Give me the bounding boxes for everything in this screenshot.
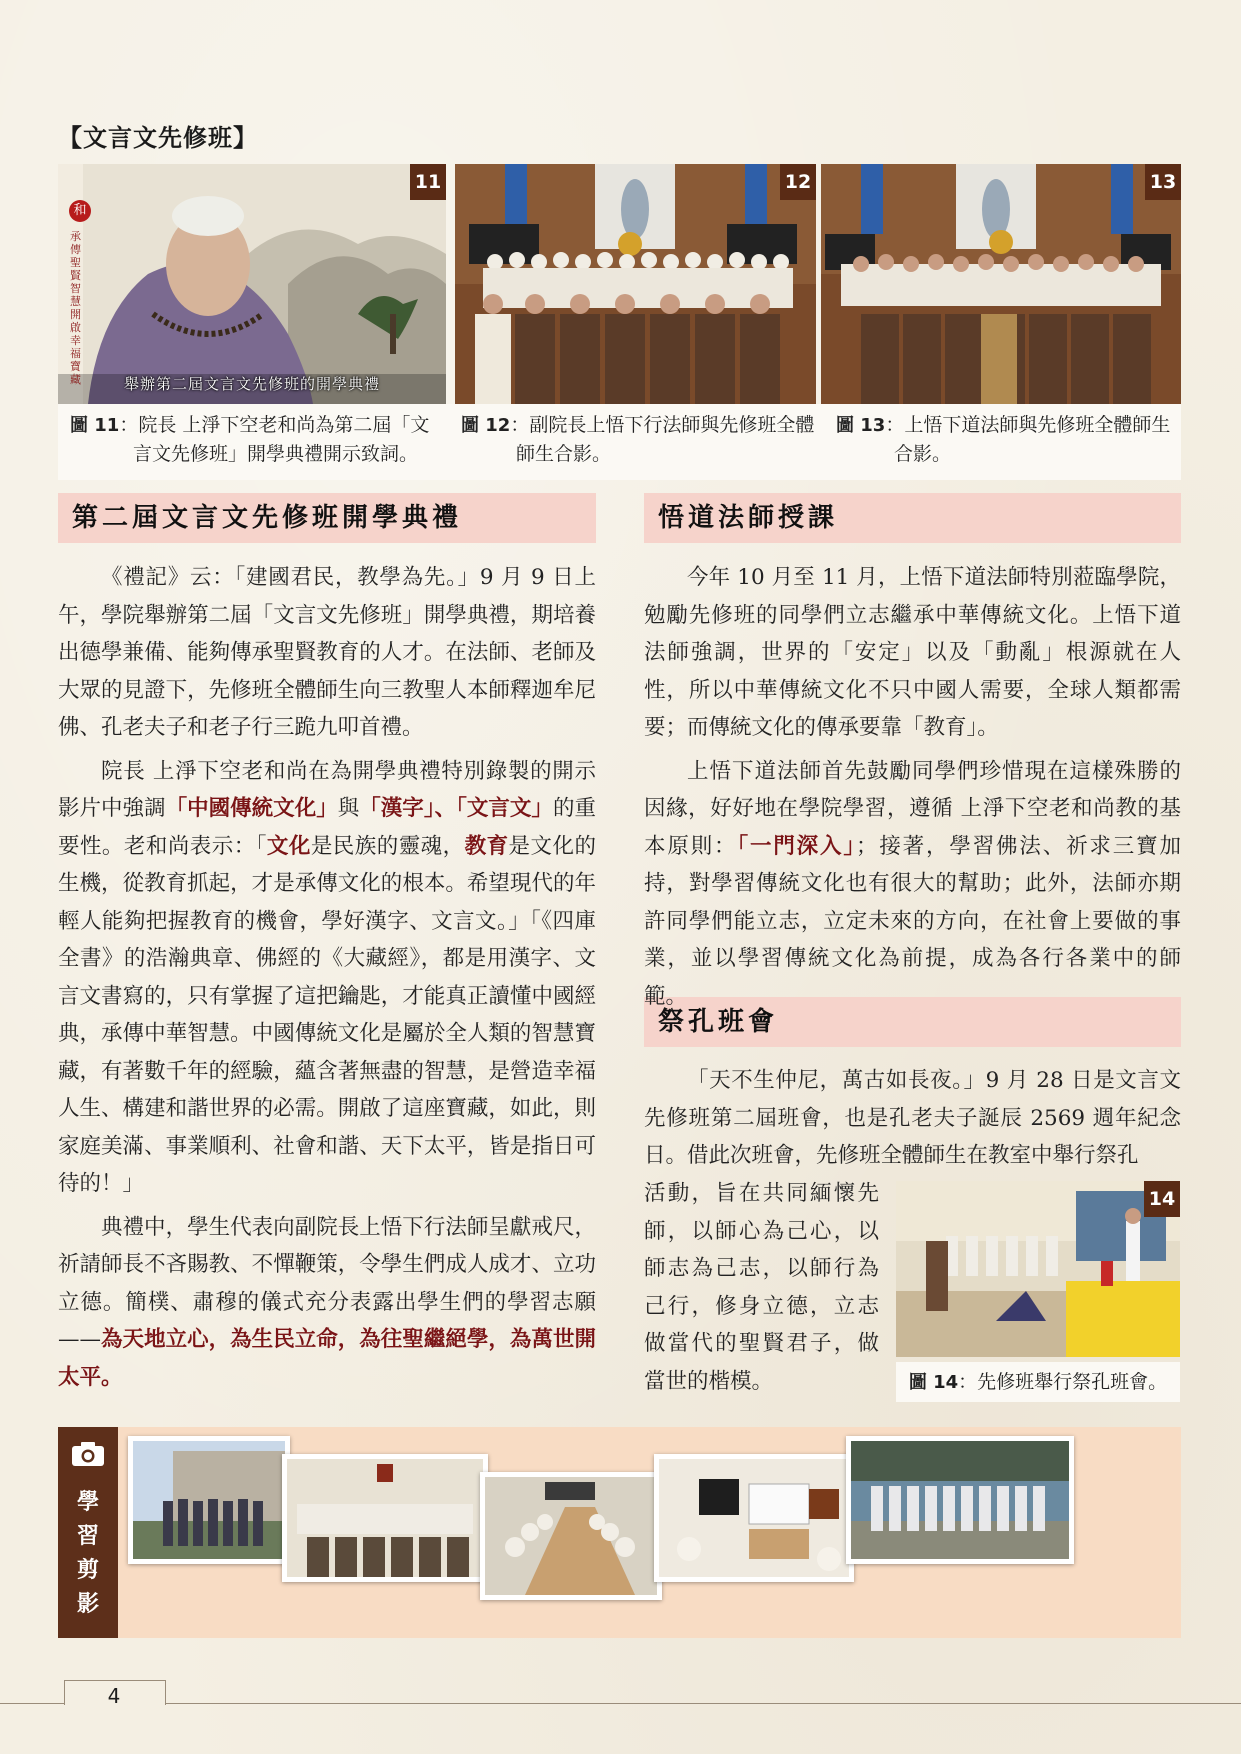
right-column-confucius-intro: [644, 1062, 1181, 1175]
logo-char: 和: [73, 203, 87, 218]
gallery-photo: [654, 1454, 854, 1582]
caption-label: 圖 13: [836, 415, 886, 436]
emphasis: 「一門深入」: [737, 833, 856, 859]
emphasis: 「中國傳統文化」: [165, 796, 338, 821]
photo-number: 12: [780, 164, 816, 200]
caption-fig11: [70, 411, 450, 468]
gallery-sidebar: [58, 1427, 118, 1638]
emphasis: 為天地立心，為生民立命，為往聖繼絕學，為萬世開太平。: [58, 1327, 596, 1390]
paragraph: 活動，旨在共同緬懷先師，以師心為己心，以師志為己志，以師行為己行，修身立德，立志做當代的聖賢君子，做當世的楷模。: [644, 1181, 879, 1394]
caption-fig12: [461, 411, 821, 468]
text: 的重要性。老和尚表示：「: [58, 796, 596, 859]
caption-label: 圖 14: [908, 1372, 959, 1393]
text: 院長 上淨下空老和尚在為開學典禮特別錄製的開示影片中強調: [58, 758, 596, 821]
gallery-photo: [480, 1472, 662, 1600]
paragraph: [58, 1209, 596, 1397]
text: 上悟下道法師首先鼓勵同學們珍惜現在這樣殊勝的因緣，好好地在學院學習，遵循 上淨下空老和尚教的基本原則：: [644, 758, 1181, 859]
text: ；接著，學習佛法、祈求三寶加持，對學習傳統文化也有很大的幫助；此外，法師亦期許同學們能立志，立定未來的方向，在社會上要做的事業，並以學習傳統文化為前提，成為各行各業中的師範。: [644, 833, 1181, 1009]
caption-line2: 師生合影。: [516, 443, 612, 465]
left-column-body: [58, 559, 596, 1396]
caption-line1: ：上悟下道法師與先修班全體師生: [885, 414, 1171, 436]
heading-lecture: 悟道法師授課: [644, 493, 1181, 543]
emphasis: 「漢字」、「文言文」: [359, 796, 553, 821]
caption-line1: ：院長 上淨下空老和尚為第二屆「文: [119, 414, 430, 436]
camera-icon: [71, 1441, 105, 1467]
right-column-lecture: [644, 559, 1181, 1015]
paragraph: 「天不生仲尼，萬古如長夜。」9 月 28 日是文言文先修班第二屆班會，也是孔老夫子誕辰 2569 週年紀念日。借此次班會，先修班全體師生在教室中舉行祭孔: [644, 1068, 1181, 1168]
paragraph: [644, 753, 1181, 1016]
text: 與: [337, 796, 360, 821]
photo-fig14: [896, 1181, 1180, 1357]
gallery-char: 習: [76, 1523, 99, 1549]
photo-number: 14: [1144, 1181, 1180, 1217]
caption-fig13: [836, 411, 1181, 468]
photo-fig11: [58, 164, 446, 404]
photo-number: 13: [1145, 164, 1181, 200]
caption-line2: 言文先修班」開學典禮開示致詞。: [133, 443, 419, 465]
caption-fig14: [896, 1362, 1180, 1402]
gallery-photo: [282, 1454, 488, 1582]
gallery-char: 影: [76, 1591, 99, 1617]
paragraph: [58, 753, 596, 1203]
photo-fig13: [821, 164, 1181, 404]
footer-rule: [0, 1703, 1241, 1704]
text: 是文化的生機，從教育抓起，才是承傳文化的根本。希望現代的年輕人能夠把握教育的機會，學好漢字、文言文。」「《四庫全書》的浩瀚典章、佛經的《大藏經》，都是用漢字、文言文書寫的，只有掌握了這把鑰匙，才能真正讀懂中國經典，承傳中華智慧。中國傳統文化是屬於全人類的智慧寶藏，有著數千年的經驗，蘊含著無盡的智慧，是營造幸福人生、構建和諧世界的必需。開啟了這座寶藏，如此，則家庭美滿、事業順利、社會和諧、天下太平，皆是指日可待的！」: [58, 833, 596, 1196]
gallery-photo: [128, 1436, 290, 1564]
logo-text: 承傳聖賢智慧 開啟幸福寶藏: [70, 230, 81, 386]
photo-number: 11: [410, 164, 446, 200]
photo-fig12: [455, 164, 816, 404]
emphasis: 教育: [464, 833, 509, 859]
gallery-char: 學: [76, 1489, 99, 1515]
photo-overlay-caption: 舉辦第二屆文言文先修班的開學典禮: [123, 375, 380, 393]
text: 典禮中，學生代表向副院長上悟下行法師呈獻戒尺，祈請師長不吝賜教、不憚鞭策，令學生們成人成才、立功立德。簡樸、肅穆的儀式充分表露出學生們的學習志願——: [58, 1214, 596, 1352]
heading-confucius-ceremony: 祭孔班會: [644, 997, 1181, 1047]
heading-opening-ceremony: 第二屆文言文先修班開學典禮: [58, 493, 596, 543]
caption-line2: 合影。: [894, 443, 952, 465]
photo-gallery: [58, 1427, 1181, 1638]
section-tag: 【文言文先修班】: [58, 123, 258, 152]
paragraph: 《禮記》云：「建國君民，教學為先。」9 月 9 日上午，學院舉辦第二屆「文言文先修班」開學典禮，期培養出德學兼備、能夠傳承聖賢教育的人才。在法師、老師及大眾的見證下，先修班全體師生向三教聖人本師釋迦牟尼佛、孔老夫子和老子行三跪九叩首禮。: [58, 565, 596, 740]
paragraph: 今年 10 月至 11 月，上悟下道法師特別蒞臨學院，勉勵先修班的同學們立志繼承中華傳統文化。上悟下道法師強調，世界的「安定」以及「動亂」根源就在人性，所以中華傳統文化不只中國人需要，全球人類都需要；而傳統文化的傳承要靠「教育」。: [644, 565, 1181, 740]
emphasis: 文化: [266, 833, 311, 859]
caption-text: ：先修班舉行祭孔班會。: [958, 1371, 1168, 1393]
gallery-photo: [846, 1436, 1074, 1564]
caption-label: 圖 12: [461, 415, 511, 436]
gallery-char: 剪: [76, 1557, 99, 1583]
text: 是民族的靈魂，: [310, 833, 465, 859]
caption-line1: ：副院長上悟下行法師與先修班全體: [510, 414, 815, 436]
page-number: 4: [107, 1684, 121, 1708]
right-column-confucius-cont: [644, 1175, 879, 1400]
caption-label: 圖 11: [70, 415, 120, 436]
